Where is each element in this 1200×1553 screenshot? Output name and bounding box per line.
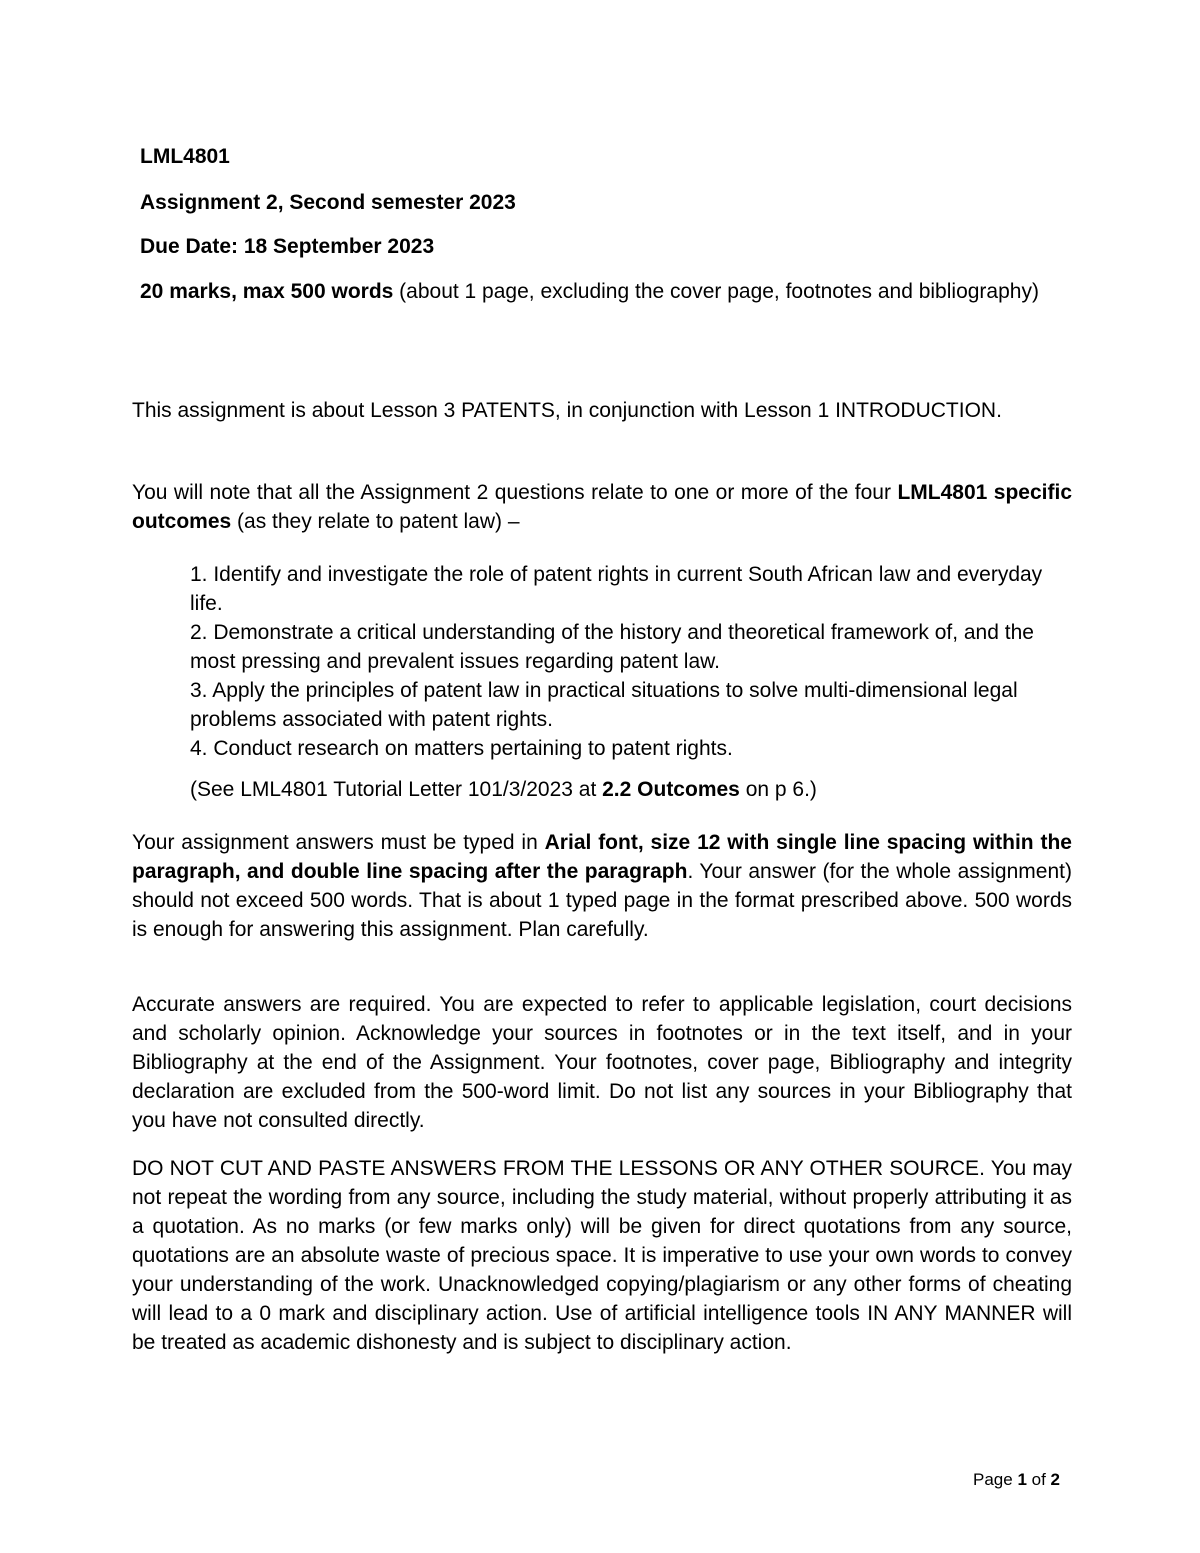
format-part1: Your assignment answers must be typed in: [132, 831, 545, 854]
outcome-item: 1. Identify and investigate the role of patent rights in current South African law and everyday life.: [190, 563, 1043, 615]
outcomes-intro-bold: LML4801 specific outcomes: [132, 481, 1073, 533]
course-code: LML4801: [140, 145, 230, 168]
footer-current-page: 1: [1017, 1470, 1027, 1489]
footer-total-pages: 2: [1050, 1470, 1060, 1489]
format-paragraph: [132, 828, 1072, 944]
marks-rest: (about 1 page, excluding the cover page, footnotes and bibliography): [393, 280, 1039, 303]
outcomes-list: [190, 560, 1072, 763]
see-note-part2: on p 6.): [739, 778, 817, 801]
format-part2: . Your answer (for the whole assignment) should not exceed 500 words. That is about 1 typed page in the format prescribed above. 500 words is enough for answering this assignment. Plan carefully.: [132, 860, 1072, 941]
marks-info: [140, 277, 1072, 306]
format-bold: Arial font, size 12 with single line spacing within the paragraph, and double line spacing after the paragraph: [132, 831, 1072, 883]
due-date: Due Date: 18 September 2023: [140, 235, 435, 258]
outcome-item: 4. Conduct research on matters pertaining to patent rights.: [190, 737, 733, 760]
outcomes-intro-part2: (as they relate to patent law) –: [231, 510, 520, 533]
footer-of-word: of: [1026, 1470, 1051, 1489]
assignment-title: Assignment 2, Second semester 2023: [140, 191, 516, 214]
see-note: [190, 775, 1072, 804]
accuracy-paragraph: Accurate answers are required. You are expected to refer to applicable legislation, court decisions and scholarly opinion. Acknowledge your sources in footnotes or in the text itself, and in your Bibliography at the end of the Assignment. Your footnotes, cover page, Bibliography and integrity declaration are excluded from the 500-word limit. Do not list any sources in your Bibliography that you have not consulted directly.: [132, 993, 1072, 1132]
outcome-item: 2. Demonstrate a critical understanding of the history and theoretical framework of, and the most pressing and prevalent issues regarding patent law.: [190, 621, 1034, 673]
outcomes-intro-part1: You will note that all the Assignment 2 questions relate to one or more of the four: [132, 481, 898, 504]
plagiarism-paragraph: DO NOT CUT AND PASTE ANSWERS FROM THE LESSONS OR ANY OTHER SOURCE. You may not repeat the wording from any source, including the study material, without properly attributing it as a quotation. As no marks (or few marks only) will be given for direct quotations from any source, quotations are an absolute waste of precious space. It is imperative to use your own words to convey your understanding of the work. Unacknowledged copying/plagiarism or any other forms of cheating will lead to a 0 mark and disciplinary action. Use of artificial intelligence tools IN ANY MANNER will be treated as academic dishonesty and is subject to disciplinary action.: [132, 1157, 1072, 1354]
outcomes-intro: [132, 478, 1072, 536]
footer-page-word: Page: [973, 1470, 1018, 1489]
page-footer: [973, 1469, 1060, 1491]
see-note-bold: 2.2 Outcomes: [602, 778, 740, 801]
see-note-part1: (See LML4801 Tutorial Letter 101/3/2023 at: [190, 778, 603, 801]
intro-paragraph: This assignment is about Lesson 3 PATENTS, in conjunction with Lesson 1 INTRODUCTION.: [132, 399, 1002, 422]
marks-bold: 20 marks, max 500 words: [140, 280, 394, 303]
outcome-item: 3. Apply the principles of patent law in practical situations to solve multi-dimensional legal problems associated with patent rights.: [190, 679, 1018, 731]
